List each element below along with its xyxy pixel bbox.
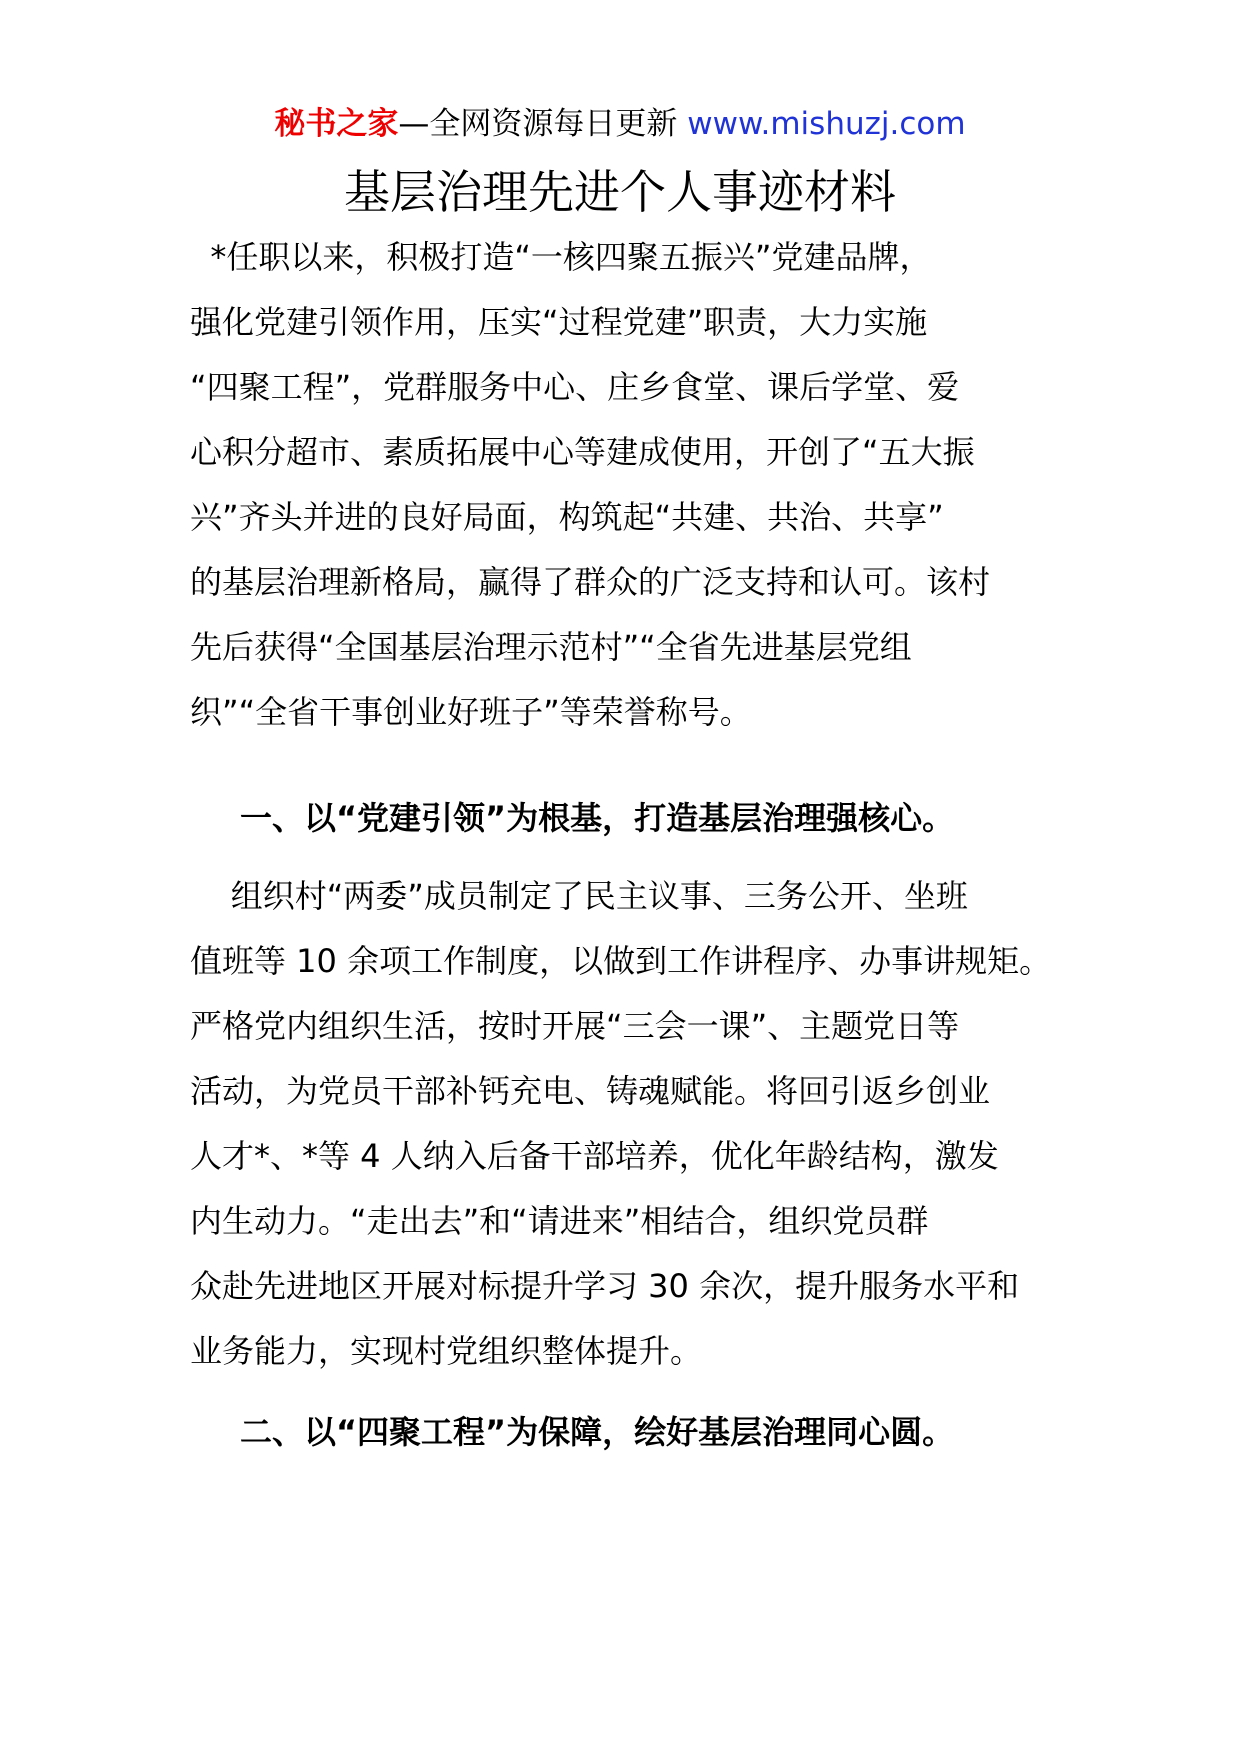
paragraph-line: 值班等 10 余项工作制度，以做到工作讲程序、办事讲规矩。 — [190, 942, 1052, 980]
paragraph-line: 人才*、*等 4 人纳入后备干部培养，优化年龄结构，激发 — [190, 1137, 999, 1175]
site-name: 秘书之家 — [274, 106, 399, 142]
paragraph-line: 兴”齐头并进的良好局面，构筑起“共建、共治、共享” — [190, 498, 944, 536]
section-heading-1: 一、以“党建引领”为根基，打造基层治理强核心。 — [240, 799, 955, 837]
intro-paragraph — [190, 225, 1070, 745]
paragraph-line: “四聚工程”，党群服务中心、庄乡食堂、课后学堂、爱 — [190, 368, 960, 406]
paragraph-line: 先后获得“全国基层治理示范村”“全省先进基层党组 — [190, 628, 912, 666]
paragraph-line: 业务能力，实现村党组织整体提升。 — [190, 1332, 703, 1370]
document-title: 基层治理先进个人事迹材料 — [344, 165, 896, 219]
site-url-link[interactable]: www.mishuzj.com — [687, 106, 966, 142]
paragraph-line: 众赴先进地区开展对标提升学习 30 余次，提升服务水平和 — [190, 1267, 1020, 1305]
paragraph-line: 心积分超市、素质拓展中心等建成使用，开创了“五大振 — [190, 433, 975, 471]
section1-paragraph — [190, 864, 1070, 1384]
paragraph-line: 组织村“两委”成员制定了民主议事、三务公开、坐班 — [190, 877, 968, 915]
paragraph-line: 的基层治理新格局，赢得了群众的广泛支持和认可。该村 — [190, 563, 991, 601]
paragraph-line: 活动，为党员干部补钙充电、铸魂赋能。将回引返乡创业 — [190, 1072, 991, 1110]
section-heading-2: 二、以“四聚工程”为保障，绘好基层治理同心圆。 — [240, 1413, 955, 1451]
paragraph-line: 严格党内组织生活，按时开展“三会一课”、主题党日等 — [190, 1007, 960, 1045]
paragraph-line: 织”“全省干事创业好班子”等荣誉称号。 — [190, 693, 752, 731]
site-header — [0, 104, 1240, 144]
paragraph-line: 内生动力。“走出去”和“请进来”相结合，组织党员群 — [190, 1202, 929, 1240]
site-slogan: —全网资源每日更新 — [398, 106, 678, 142]
paragraph-line: *任职以来，积极打造“一核四聚五振兴”党建品牌， — [190, 238, 932, 276]
paragraph-line: 强化党建引领作用，压实“过程党建”职责，大力实施 — [190, 303, 928, 341]
